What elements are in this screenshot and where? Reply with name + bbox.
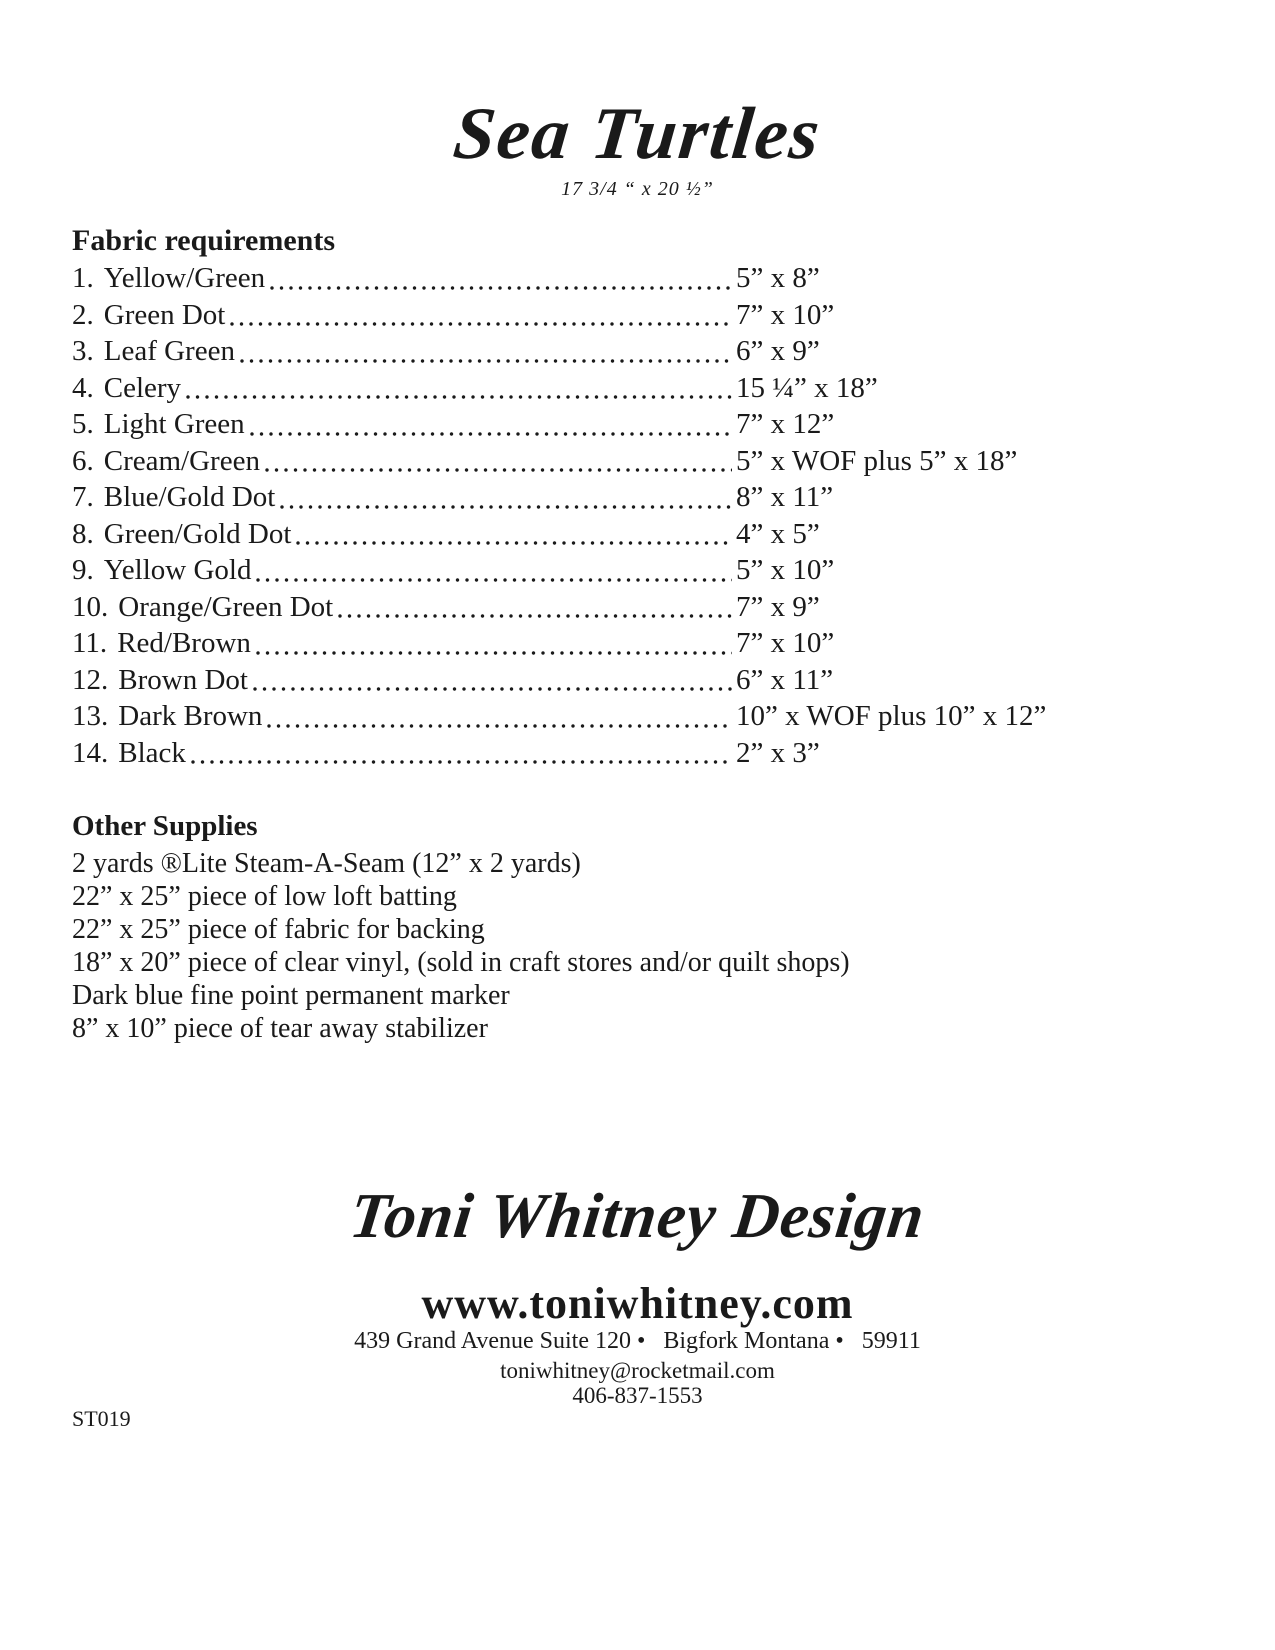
fabric-row-lead: [72, 735, 736, 772]
fabric-item-name: Blue/Gold Dot: [103, 481, 276, 513]
fabric-row: [72, 552, 1239, 589]
supply-item: 22” x 25” piece of low loft batting: [72, 881, 457, 912]
fabric-item-name: Green Dot: [103, 298, 226, 331]
fabric-item-size: 15 ¼” x 18”: [736, 371, 878, 404]
fabric-row-lead: [72, 333, 736, 370]
fabric-item-size: 5” x WOF plus 5” x 18”: [736, 444, 1018, 477]
dot-leader: [250, 432, 732, 436]
fabric-row: [72, 625, 1239, 662]
fabric-row-lead: [72, 662, 736, 699]
dot-leader: [267, 724, 732, 728]
dot-leader: [338, 614, 732, 618]
dot-leader: [186, 395, 732, 399]
other-supplies-section: [72, 808, 1239, 1045]
fabric-item-name: Cream/Green: [103, 444, 260, 477]
fabric-item-size: 10” x WOF plus 10” x 12”: [736, 700, 1047, 732]
fabric-row: [72, 406, 1239, 443]
fabric-list: [72, 260, 1239, 771]
dot-leader: [256, 651, 732, 655]
fabric-item-size: 6” x 11”: [736, 663, 834, 696]
fabric-item-number: 5.: [72, 408, 94, 440]
fabric-row: [72, 333, 1239, 370]
fabric-row: [72, 479, 1239, 516]
fabric-item-size: 5” x 10”: [736, 554, 835, 586]
fabric-item-size: 6” x 9”: [736, 335, 820, 367]
fabric-item-size: 8” x 11”: [736, 481, 834, 513]
dot-leader: [191, 760, 732, 764]
fabric-item-name: Green/Gold Dot: [103, 517, 292, 550]
fabric-item-name: Light Green: [103, 408, 245, 440]
fabric-item-size: 7” x 9”: [736, 590, 820, 623]
fabric-row: [72, 443, 1239, 480]
fabric-item-number: 13.: [72, 700, 109, 732]
email-address: toniwhitney@rocketmail.com: [500, 1358, 775, 1383]
dot-leader: [253, 687, 732, 691]
fabric-row: [72, 698, 1239, 735]
fabric-item-name: Red/Brown: [117, 627, 251, 659]
fabric-row-lead: [72, 589, 736, 626]
fabric-row: [72, 260, 1239, 297]
fabric-row-lead: [72, 370, 736, 407]
dot-leader: [265, 468, 732, 472]
fabric-item-number: 8.: [72, 517, 94, 550]
fabric-row: [72, 589, 1239, 626]
fabric-item-name: Orange/Green Dot: [118, 590, 334, 623]
fabric-item-name: Brown Dot: [118, 663, 248, 696]
street-address: 439 Grand Avenue Suite 120 • Bigfork Montana • 59911: [354, 1328, 921, 1354]
fabric-row-lead: [72, 443, 736, 480]
fabric-item-number: 11.: [72, 627, 108, 659]
fabric-row-lead: [72, 625, 736, 662]
fabric-item-number: 14.: [72, 736, 109, 769]
fabric-row: [72, 735, 1239, 772]
fabric-item-size: 5” x 8”: [736, 262, 820, 294]
brand-logotype: Toni Whitney Design: [346, 1180, 929, 1251]
dot-leader: [230, 322, 732, 326]
fabric-row-lead: [72, 552, 736, 589]
fabric-item-size: 7” x 12”: [736, 408, 835, 440]
dot-leader: [240, 359, 732, 363]
dot-leader: [256, 578, 732, 582]
website-url: www.toniwhitney.com: [421, 1279, 854, 1328]
fabric-requirements-section: [72, 222, 1239, 771]
fabric-row-lead: [72, 479, 736, 516]
fabric-row: [72, 662, 1239, 699]
fabric-row-lead: [72, 297, 736, 334]
fabric-item-name: Yellow/Green: [103, 262, 266, 294]
fabric-item-name: Yellow Gold: [103, 554, 252, 586]
fabric-item-size: 7” x 10”: [736, 627, 835, 659]
fabric-item-size: 7” x 10”: [736, 298, 835, 331]
fabric-item-number: 7.: [72, 481, 94, 513]
supply-item: 22” x 25” piece of fabric for backing: [72, 914, 485, 945]
supply-item: 8” x 10” piece of tear away stabilizer: [72, 1013, 488, 1044]
fabric-item-name: Celery: [103, 371, 182, 404]
fabric-item-number: 2.: [72, 298, 94, 331]
supply-item: 18” x 20” piece of clear vinyl, (sold in craft stores and/or quilt shops): [72, 947, 850, 978]
fabric-row-lead: [72, 260, 736, 297]
finished-size: 17 3/4 “ x 20 ½”: [561, 177, 714, 200]
dot-leader: [280, 505, 732, 509]
fabric-item-name: Dark Brown: [118, 700, 263, 732]
fabric-row: [72, 297, 1239, 334]
fabric-item-number: 1.: [72, 262, 94, 294]
dot-leader: [270, 286, 732, 290]
fabric-item-number: 9.: [72, 554, 94, 586]
fabric-row-lead: [72, 516, 736, 553]
supply-item: Dark blue fine point permanent marker: [72, 980, 510, 1011]
fabric-item-number: 12.: [72, 663, 109, 696]
fabric-row: [72, 516, 1239, 553]
fabric-requirements-heading: Fabric requirements: [72, 224, 336, 257]
fabric-item-size: 4” x 5”: [736, 517, 820, 550]
dot-leader: [296, 541, 732, 545]
fabric-item-size: 2” x 3”: [736, 736, 820, 769]
page-title: Sea Turtles: [449, 93, 826, 175]
fabric-item-number: 6.: [72, 444, 94, 477]
supply-item: 2 yards ®Lite Steam-A-Seam (12” x 2 yards): [72, 848, 581, 879]
fabric-row-lead: [72, 698, 736, 735]
pattern-code: ST019: [72, 1406, 131, 1431]
fabric-item-number: 10.: [72, 590, 109, 623]
title-block: [0, 93, 1275, 201]
supplies-list: [72, 847, 1239, 1045]
phone-number: 406-837-1553: [572, 1383, 703, 1408]
fabric-row: [72, 370, 1239, 407]
fabric-item-number: 4.: [72, 371, 94, 404]
other-supplies-heading: Other Supplies: [72, 810, 258, 842]
fabric-item-number: 3.: [72, 335, 94, 367]
fabric-item-name: Black: [118, 736, 186, 769]
fabric-row-lead: [72, 406, 736, 443]
fabric-item-name: Leaf Green: [103, 335, 235, 367]
